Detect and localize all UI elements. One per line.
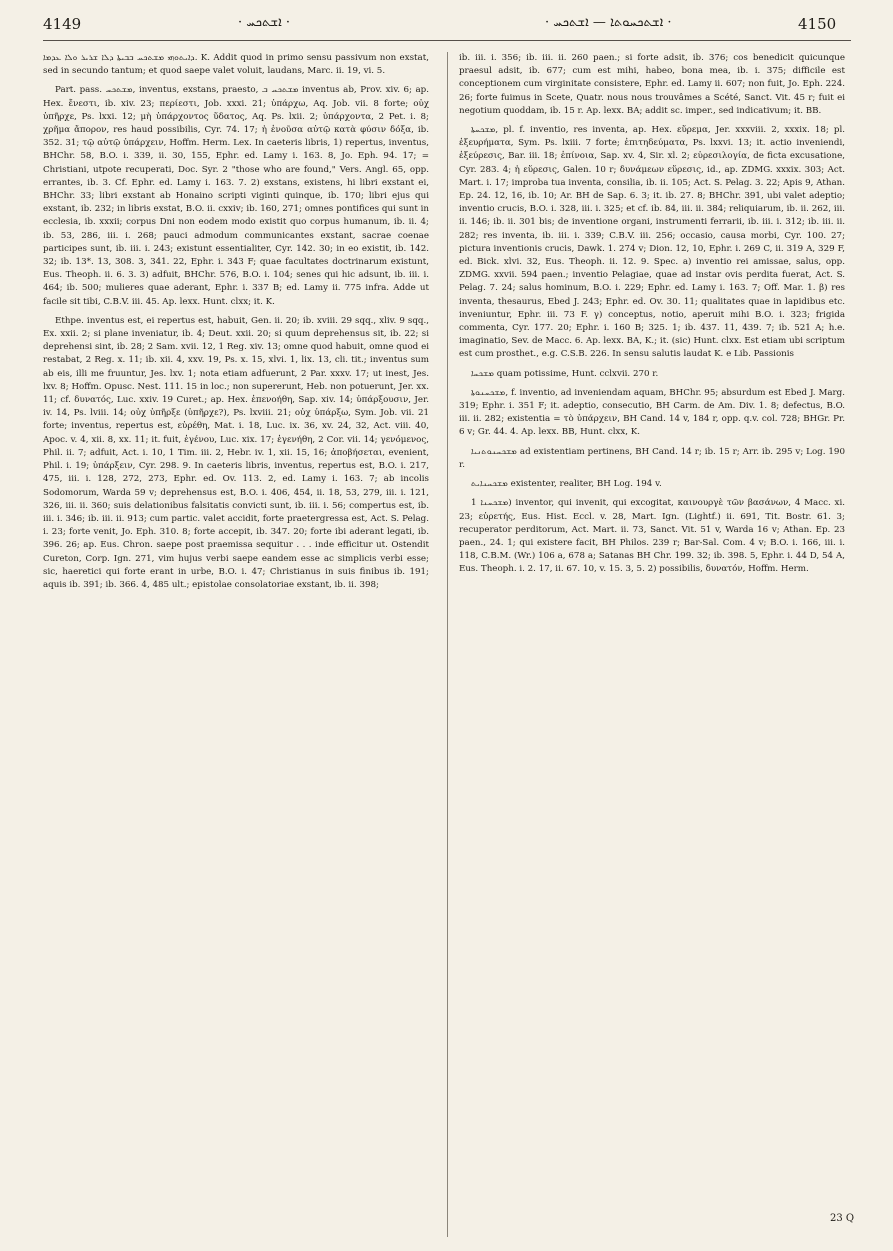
right-column xyxy=(459,52,845,1192)
right-paragraph-6: ܡܫܟܚܢܐܝܬ existenter, realiter, BH Log. 194 v. xyxy=(471,479,662,490)
left-page-number: 4149 xyxy=(43,15,82,33)
header-rule xyxy=(43,40,851,41)
left-running-head: · ܐܫܬܟܚ · xyxy=(238,15,291,30)
right-paragraph-3: ܡܫܟܚܐ quam potissime, Hunt. cclxvii. 270 r. xyxy=(471,368,659,379)
right-page-number: 4150 xyxy=(798,15,837,33)
left-paragraph-3: Ethpe. inventus est, ei repertus est, habuit, Gen. ii. 20; ib. xviii. 29 sqq., xliv. 9 sqq., Ex. xxii. 2; si plane inveniatur, ib. 4; Deut. xxii. 20; si quum deprehensus sit, ib. 22; si deprehensi sint, ib. 28; 2 Sam. xvii. 12, 1 Reg. xiv. 13; omne quod habuit, omne quod ei restabat, 2 Reg. x. 11; ib. xii. 4, xxv. 19, Ps. x. 15, xlvi. 1, lix. 13, cli. tit.; inventus sum ab eis, illi me fruuntur, Jes. lxv. 1; nota etiam adfuerunt, 2 Par. xxxv. 17; ut inest, Jes. lxv. 8; Hoffm. Opusc. Nest. 111. 15 in loc.; non supererunt, Heb. non potuerunt, Jer. xx. 11; cf. δυνατός, Luc. xxiv. 19 Curet.; ap. Hex. ἐπενοήθη, Sap. xiv. 14; ὑπάρξουσιν, Jer. iv. 14, Ps. lviii. 14; οὐχ ὑπῆρξε (ὑπῆρχε?), Ps. lxviii. 21; οὐχ ὑπάρξω, Sym. Job. vii. 21 forte; inventus, repertus est, εὑρέθη, Mat. i. 18, Luc. ix. 36, xv. 24, 32, Act. viii. 40, Apoc. v. 4, xii. 8, xx. 11; it. fuit, ἐγένου, Luc. xix. 17; ἐγενήθη, 2 Cor. vii. 14; γενόμενος, Phil. ii. 7; adfuit, Act. i. 10, 1 Tim. iii. 2, Hebr. iv. 1, xii. 15, 16; ἀποβήσεται, evenient, Phil. i. 19; ὑπάρξειν, Cyr. 298. 9. In caeteris libris, inventus, repertus est, B.O. i. 217, 475, iii. i. 128, 272, 273, Ephr. ed. Ov. 113. 2, ed. Lamy i. 163. 7; ab incolis Sodomorum, Warda 59 v; deprehensus est, B.O. i. 406, 454, ii. 18, 53, 279, iii. i. 121, 326, iii. ii. 360; suis delationibus falsitatis convicti sunt, ib. iii. i. 56; compertus est, ib. iii. i. 346; ib. iii. ii. 913; cum partic. valet accidit, forte praetergressa est, Act. S. Pelag. i. 23; forte venit, Jo. Eph. 310. 8; forte accepit, ib. 347. 20; forte ibi aderant legati, ib. 396. 26; ap. Eus. Chron. saepe post praemissa sequitur . . . inde efficitur ut. Ostendit Cureton, Corp. Ign. 271, vim hujus verbi saepe eandem esse ac simplicis verbi esse; sic, haeretici qui forte erant in urbe, B.O. i. 47; Christianus in suis finibus ib. 191; aquis ib. 391; ib. 366. 4, 485 ult.; epistolae consolatoriae exstant, ib. ii. 398; xyxy=(43,315,429,590)
column-divider xyxy=(447,52,448,1237)
right-paragraph-4: ܡܫܟܚܢܘܬܐ, f. inventio, ad inveniendam aquam, BHChr. 95; absurdum est Ebed J. Marg. 319; Ephr. i. 351 F; it. adeptio, consecutio, BH Carm. de Am. Div. 1. 8; defectus, B.O. iii. ii. 282; existentia = τὸ ὑπάρχειν, BH Cand. 14 v, 184 r, opp. q.v. col. 728; BHGr. Pr. 6 v; Gr. 44. 4. Ap. lexx. BB, Hunt. clxx, K. xyxy=(459,387,845,438)
left-paragraph-1: ܕܐܝܬܘܗܝ ܡܫܬܟܚ ܒܒܝܬܐ ܕܠܐ ܫܪܝܪ ܘܠܐ ܥܕܡܐ. K. Addit quod in primo sensu passivum non exstat, sed in secundo tantum; et quod saepe valet voluit, laudans, Marc. ii. 19, vi. 5. xyxy=(43,53,429,77)
right-running-head: · ܐܫܬܟܚܘܬܐ — ܐܫܬܟܚ · xyxy=(545,15,672,30)
page-header xyxy=(0,0,893,40)
left-paragraph-2: Part. pass. ܡܫܬܟܚ, inventus, exstans, praesto, ܡܫܬܟܚ ܒ inventus ab, Prov. xiv. 6; ap. Hex. ἔνεστι, ib. xiv. 23; περίεστι, Job. xxxi. 21; ὑπάρχω, Aq. Job. vii. 8 forte; οὐχ ὑπῆρχε, Ps. lxxi. 12; μὴ ὑπάρχοντος ὕδατος, Aq. Ps. lxii. 2; ὑπάρχοντα, 2 Pet. i. 8; χρῆμα ἄπορον, res haud possibilis, Cyr. 74. 17; ἡ ἐνοῦσα αὐτῷ κατὰ φύσιν δόξα, ib. 352. 31; τῷ αὐτῷ ὑπάρχειν, Hoffm. Herm. Lex. In caeteris libris, 1) repertus, inventus, BHChr. 58, B.O. i. 339, ii. 30, 155, Ephr. ed. Lamy i. 163. 8, Jo. Eph. 94. 17; = Christiani, utpote recuperati, Doc. Syr. 2 "those who are found," Vers. Angl. 65, opp. errantes, ib. 3. Cf. Ephr. ed. Lamy i. 163. 7. 2) exstans, existens, hi libri exstant ei, BHChr. 33; libri exstant ab Honaino scripti viginti quinque, ib. 170; libri ejus qui exstant, ib. 232; in libris exstat, B.O. ii. cxxiv; ib. 160, 271; omnes pontifices qui sunt in ecclesia, ib. xxxii; corpus Dni non eodem modo existit quo corpus humanum, ib. ii. 4; ib. 53, 286, iii. i. 268; pauci admodum communicantes exstant, sacrae coenae participes sunt, ib. iii. i. 243; existunt essentialiter, Cyr. 142. 30; in eo existit, ib. 142. 32; ib. 13*. 13, 308. 3, 341. 22, Ephr. i. 343 F; quae facultates doctrinarum existunt, Eus. Theoph. ii. 6. 3. 3) adfuit, BHChr. 576, B.O. i. 104; senes qui hic adsunt, ib. iii. i. 464; ib. 500; mulieres quae aderant, Ephr. i. 337 B; ed. Lamy ii. 775 infra. Adde ut facile sit tibi, C.B.V. iii. 45. Ap. lexx. Hunt. clxx; it. K. xyxy=(43,85,430,307)
left-column xyxy=(43,52,429,1237)
right-paragraph-5: ܡܫܟܚܢܘܬܢܝܐ ad existentiam pertinens, BH Cand. 14 r; ib. 15 r; Arr. ib. 295 v; Log. 190 r. xyxy=(459,446,845,470)
right-paragraph-1: ib. iii. i. 356; ib. iii. ii. 260 paen.; si forte adsit, ib. 376; cos benedicit quicunque praesul adsit, ib. 677; cum est mihi, habeo, bona mea, ib. i. 375; difficile est conceptionem cum virginitate consistere, Ephr. ed. Lamy ii. 607; non fuit, Jo. Eph. 224. 26; forte fuimus in Scete, Quatr. nous nous trouvâmes a Scété, Sanct. Vit. 45 r; fuit ei negotium quoddam, ib. 15 r. Ap. lexx. BA; addit sc. imper., sed indicativum; it. BB. xyxy=(459,53,845,116)
right-paragraph-2: ܡܫܟܚܬܐ, pl. f. inventio, res inventa, ap. Hex. εὕρεμα, Jer. xxxviii. 2, xxxix. 18; pl. ἐξευρήματα, Sym. Ps. lxiii. 7 forte; ἐπιτηδεύματα, Ps. lxxvi. 13; it. actio inveniendi, ἐξεύρεσις, Bar. iii. 18; ἐπίνοια, Sap. xv. 4, Sir. xl. 2; εὑρεσιλογία, de ficta excusatione, Cyr. 283. 4; ἡ εὕρεσις, Galen. 10 r; δυνάμεων εὕρεσις, id., ap. ZDMG. xxxix. 303; Act. Mart. i. 17; improba tua inventa, consilia, ib. ii. 105; Act. S. Pelag. 3. 22; Apis 9, Athan. Ep. 24. 12, 16, ib. 10; Ar. BH de Sap. 6. 3; it. ib. 27. 8; BHChr. 391, ubi valet adeptio; inventio crucis, B.O. i. 328, iii. i. 325; et cf. ib. 84, iii. ii. 384; reliquiarum, ib. ii. 262, iii. ii. 146; ib. ii. 301 bis; de inventione organi, instrumenti ferrarii, ib. iii. i. 312; ib. iii. ii. 282; res inventa, ib. iii. i. 339; C.B.V. iii. 256; occasio, causa morbi, Cyr. 100. 27; pictura inventionis crucis, Dawk. 1. 274 v; Dion. 12, 10, Ephr. i. 269 C, ii. 319 A, 329 F, ed. Bick. xlvi. 32, Eus. Theoph. ii. 12. 9. Spec. a) inventio rei amissae, salus, opp. ZDMG. xxvii. 594 paen.; inventio Pelagiae, quae ad instar ovis perdita fuerat, Act. S. Pelag. 7. 24; salus hominum, B.O. i. 229; Ephr. ed. Lamy i. 163. 7; Off. Mar. 1. β) res inventa, thesaurus, Ebed J. 243; Ephr. ed. Ov. 30. 11; qualitates quae in lapidibus etc. inveniuntur, Ephr. iii. 73 F. γ) conceptus, notio, aperuit mihi B.O. i. 323; frigida commenta, Cyr. 177. 20; Ephr. i. 160 B; 325. 1; ib. 437. 11, 439. 7; ib. 521 A; h.e. imaginatio, Sev. de Macc. 6. Ap. lexx. BA, K.; it. (sic) Hunt. clxx. Est etiam ubi scriptum est cum prosthet., e.g. C.S.B. 226. In sensu salutis laudat K. e Lib. Passionis xyxy=(459,125,845,360)
signature-mark: 23 Q xyxy=(830,1213,855,1224)
right-paragraph-7: ܡܫܟܚܢܐ 1) inventor, qui invenit, qui excogitat, καινουργὲ τῶν βασάνων, 4 Macc. xi. 23; εὑρετής, Eus. Hist. Eccl. v. 28, Mart. Ign. (Lightf.) ii. 691, Tit. Bostr. 61. 3; recuperator perditorum, Act. Mart. ii. 73, Sanct. Vit. 51 v, Warda 16 v; Athan. Ep. 23 paen., 24. 1; qui existere facit, BH Philos. 239 r; Bar-Sal. Com. 4 v; B.O. i. 166, iii. i. 118, C.B.M. (Wr.) 106 a, 678 a; Satanas BH Chr. 199. 32; ib. 398. 5, Ephr. i. 44 D, 54 A, Eus. Theoph. i. 2. 17, ii. 67. 10, v. 15. 3, 5. 2) possibilis, δυνατόν, Hoffm. Herm. xyxy=(459,498,845,575)
